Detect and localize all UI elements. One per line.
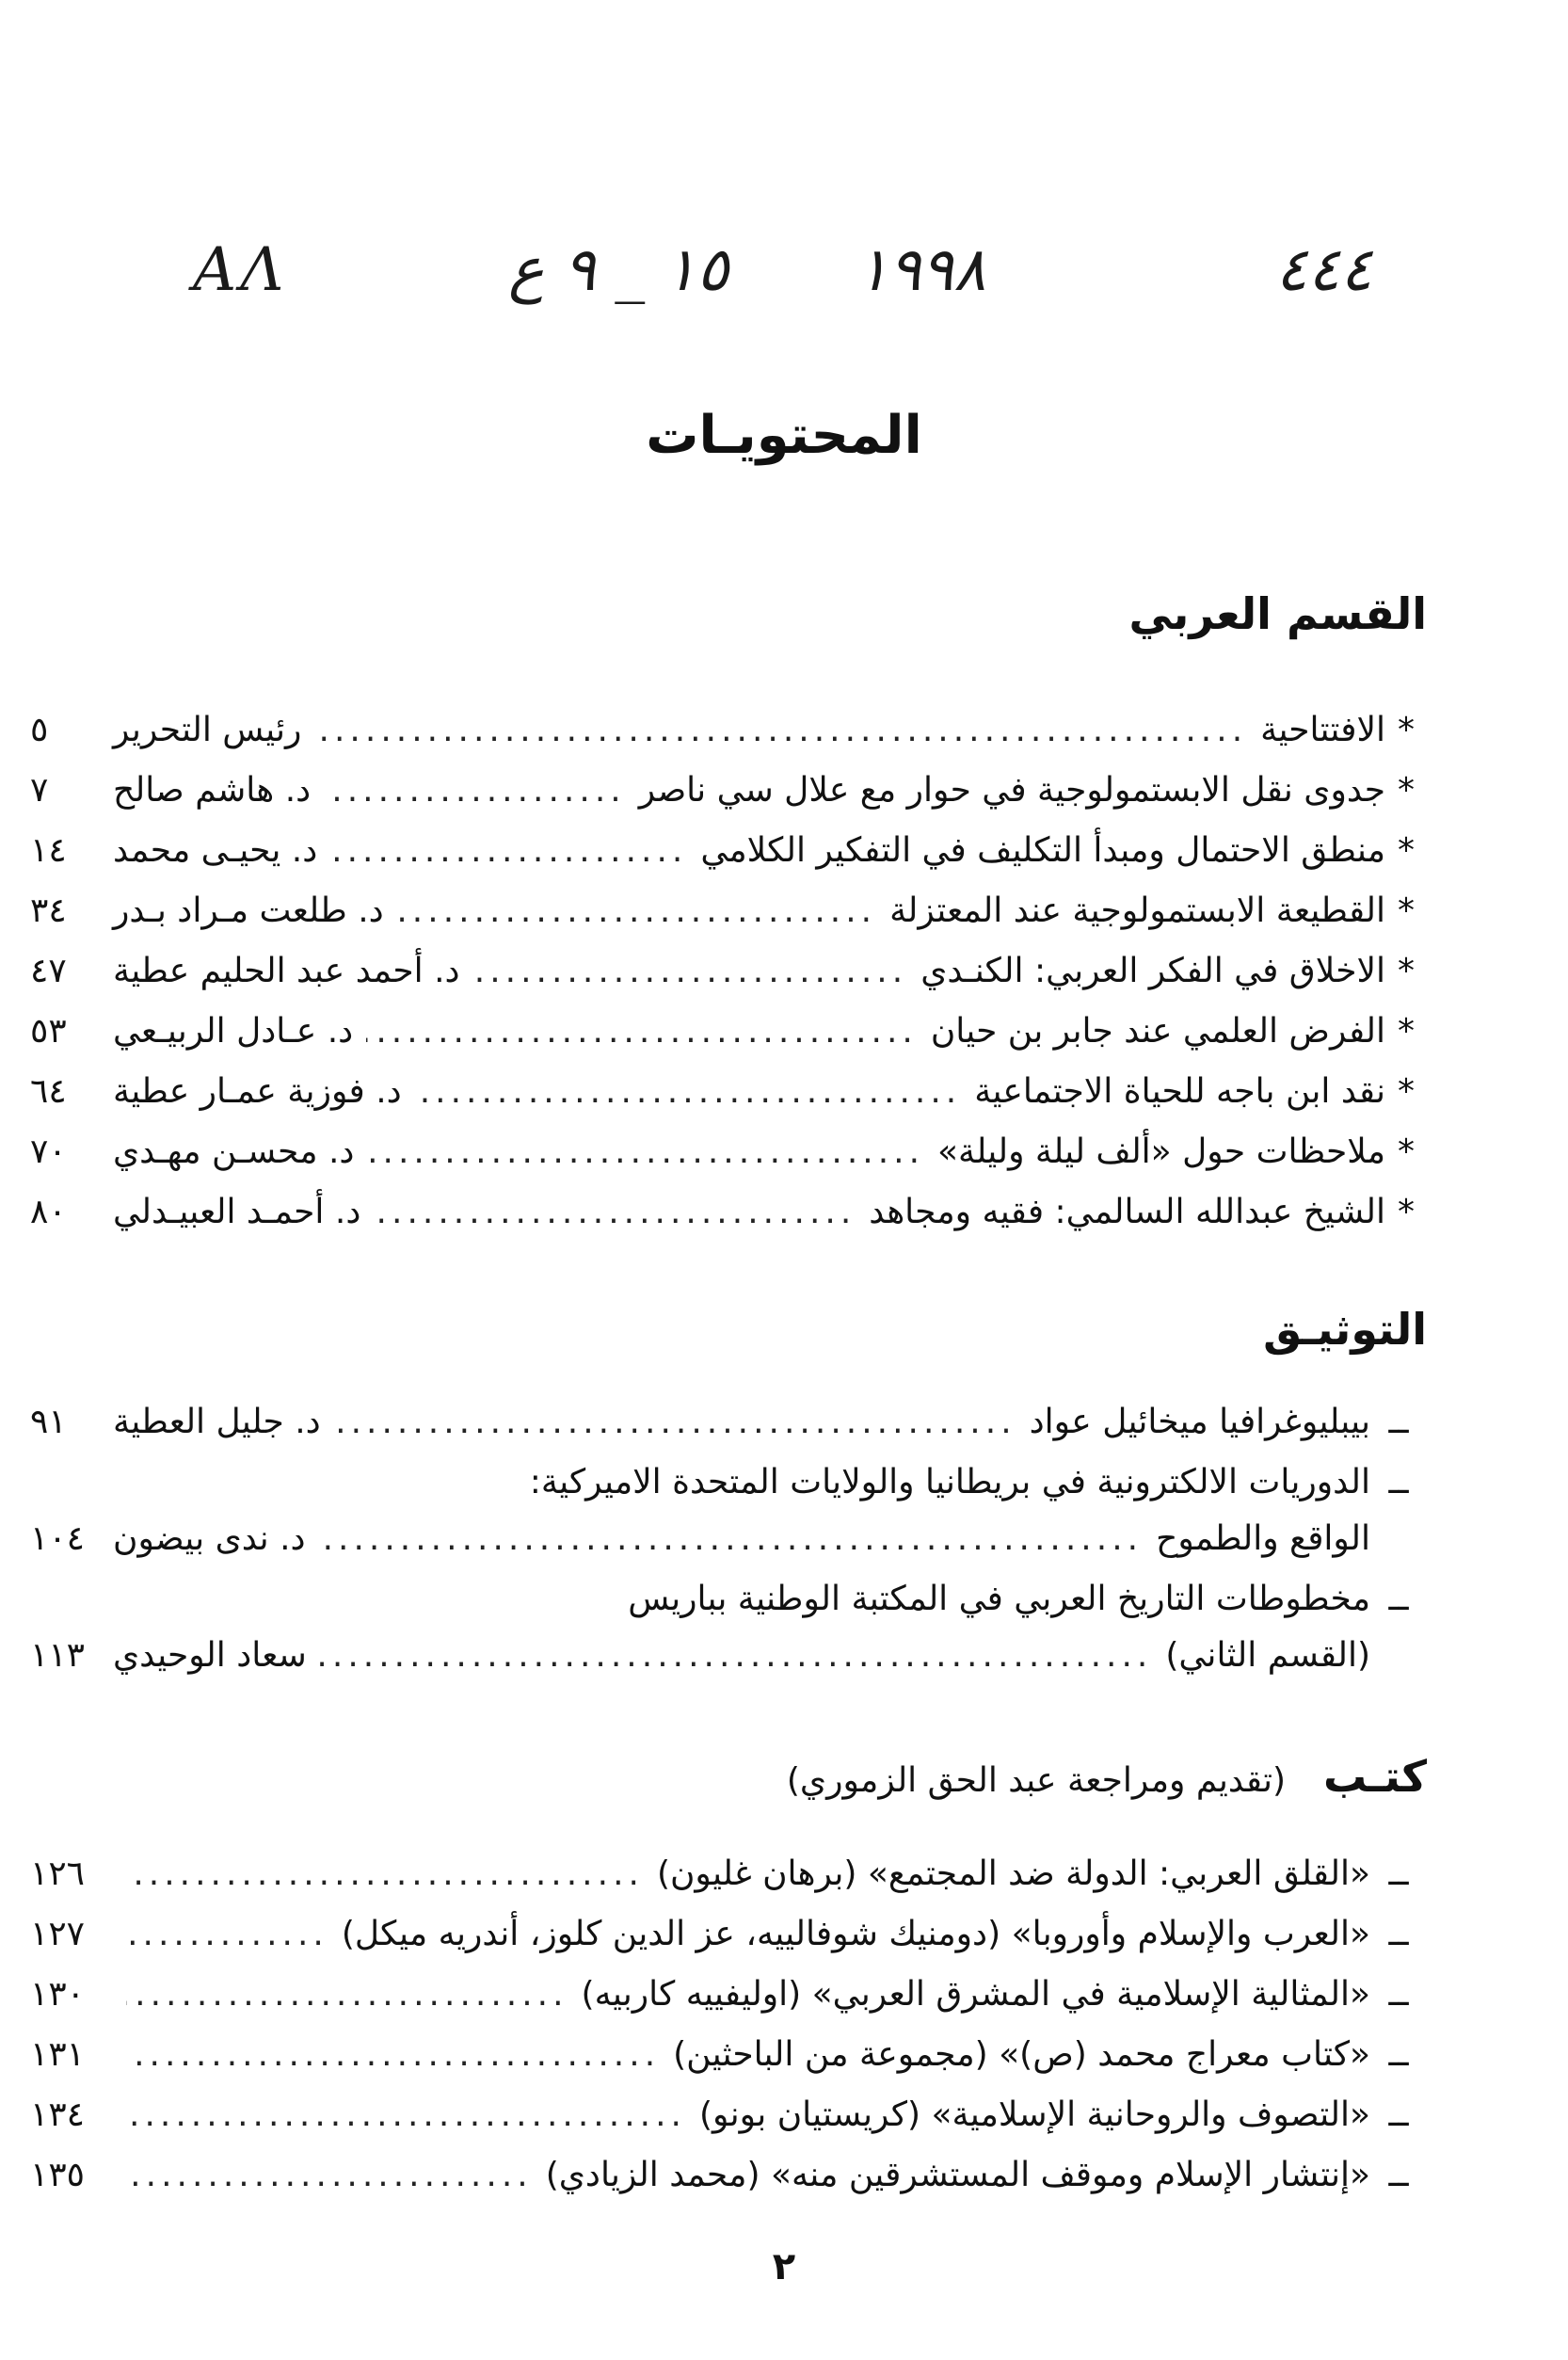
dot-leader [126, 2095, 686, 2134]
entry-title: الاخلاق في الفكر العربي: الكنـدي [920, 952, 1385, 990]
handwritten-mark: ΑΛ [193, 235, 288, 305]
entry-page-number: ١٣٤ [30, 2095, 86, 2134]
page-number: ٢ [772, 2245, 796, 2288]
bullet-marker: * [1398, 891, 1415, 930]
toc-entry[interactable] [26, 1915, 1427, 1975]
toc-entry[interactable] [26, 2156, 1427, 2216]
entry-author: د. هاشم صالح [113, 771, 312, 810]
toc-entry[interactable] [26, 771, 1427, 831]
entry-page-number: ١٣١ [30, 2035, 86, 2074]
entry-page-number: ١٣٠ [30, 1975, 86, 2014]
entry-page-number: ٣٤ [30, 891, 67, 930]
dot-leader [330, 831, 687, 870]
toc-entry[interactable] [26, 952, 1427, 1012]
entry-page-number: ١١٣ [30, 1636, 86, 1675]
entry-page-number: ١٣٥ [30, 2156, 86, 2194]
books-heading-label: كتـب [1323, 1751, 1427, 1802]
dot-leader [126, 2035, 660, 2074]
dot-leader [324, 771, 626, 810]
entry-title-continuation: (القسم الثاني) [1165, 1636, 1370, 1675]
entry-title-continuation: الواقع والطموح [1156, 1519, 1370, 1558]
bullet-marker: * [1398, 831, 1415, 870]
entry-title: مخطوطات التاريخ العربي في المكتبة الوطنية بباريس [628, 1580, 1370, 1618]
dot-leader [374, 1193, 856, 1231]
entry-author: د. ندى بيضون [113, 1519, 306, 1558]
toc-list-books [26, 1854, 1427, 2216]
dash-marker: ــ [1388, 1915, 1409, 1953]
toc-entry[interactable] [26, 2035, 1427, 2095]
entry-title: نقد ابن باجه للحياة الاجتماعية [974, 1072, 1385, 1111]
toc-entry[interactable] [26, 1580, 1427, 1636]
section-heading-arabic: القسم العربي [1128, 588, 1427, 639]
dash-marker: ــ [1388, 1975, 1409, 2014]
entry-page-number: ٥٣ [30, 1012, 67, 1051]
entry-title: الشيخ عبدالله السالمي: فقيه ومجاهد [869, 1193, 1385, 1231]
toc-entry[interactable] [26, 891, 1427, 952]
books-subheading: (تقديم ومراجعة عبد الحق الزموري) [786, 1761, 1287, 1800]
dot-leader [126, 2156, 533, 2194]
entry-author: د. جليل العطية [113, 1403, 321, 1441]
toc-entry[interactable] [26, 1072, 1427, 1132]
entry-page-number: ١٢٧ [30, 1915, 86, 1953]
toc-entry-continuation[interactable] [26, 1519, 1427, 1580]
entry-title: بيبليوغرافيا ميخائيل عواد [1029, 1403, 1370, 1441]
bullet-marker: * [1398, 1193, 1415, 1231]
toc-entry[interactable] [26, 1132, 1427, 1193]
section-heading-documentation: التوثيـق [1263, 1304, 1427, 1355]
dot-leader [334, 1403, 1016, 1441]
entry-title: ملاحظات حول «ألف ليلة وليلة» [937, 1132, 1385, 1171]
entry-page-number: ٤٧ [30, 952, 67, 990]
dot-leader [397, 891, 876, 930]
entry-page-number: ١٢٦ [30, 1854, 86, 1893]
dash-marker: ــ [1388, 1463, 1409, 1501]
dot-leader [319, 1519, 1143, 1558]
toc-entry-continuation[interactable] [26, 1636, 1427, 1696]
entry-author: د. يحيـى محمد [113, 831, 318, 870]
bullet-marker: * [1398, 952, 1415, 990]
dot-leader [473, 952, 908, 990]
entry-page-number: ٥ [30, 711, 49, 749]
entry-author: رئيس التحرير [113, 711, 302, 749]
entry-author: د. فوزية عمـار عطية [113, 1072, 402, 1111]
dash-marker: ــ [1388, 1854, 1409, 1893]
entry-author: سعاد الوحيدي [113, 1636, 307, 1675]
toc-entry[interactable] [26, 1193, 1427, 1253]
dot-leader [126, 1975, 568, 2014]
entry-author: د. طلعت مـراد بـدر [113, 891, 384, 930]
entry-title: «التصوف والروحانية الإسلامية» (كريستيان بونو) [698, 2095, 1370, 2134]
entry-author: د. محسـن مهـدي [113, 1132, 355, 1171]
toc-entry[interactable] [26, 1463, 1427, 1519]
dash-marker: ــ [1388, 1580, 1409, 1618]
section-heading-books [787, 1751, 1427, 1802]
entry-title: الفرض العلمي عند جابر بن حيان [930, 1012, 1385, 1051]
entry-page-number: ٧٠ [30, 1132, 67, 1171]
toc-list-arabic [26, 711, 1427, 1253]
bullet-marker: * [1398, 711, 1415, 749]
entry-title: الدوريات الالكترونية في بريطانيا والولايات المتحدة الاميركية: [529, 1463, 1370, 1501]
entry-page-number: ٦٤ [30, 1072, 67, 1111]
entry-title: «القلق العربي: الدولة ضد المجتمع» (برهان غليون) [656, 1854, 1370, 1893]
entry-title: «إنتشار الإسلام وموقف المستشرقين منه» (محمد الزيادي) [545, 2156, 1370, 2194]
bullet-marker: * [1398, 1132, 1415, 1171]
entry-title: منطق الاحتمال ومبدأ التكليف في التفكير الكلامي [700, 831, 1385, 870]
toc-entry[interactable] [26, 1012, 1427, 1072]
toc-entry[interactable] [26, 1403, 1427, 1463]
toc-entry[interactable] [26, 711, 1427, 771]
entry-title: «كتاب معراج محمد (ص)» (مجموعة من الباحثين) [673, 2035, 1370, 2074]
entry-page-number: ١٠٤ [30, 1519, 86, 1558]
entry-title: «المثالية الإسلامية في المشرق العربي» (اوليفييه كاربيه) [581, 1975, 1370, 2014]
dash-marker: ــ [1388, 2095, 1409, 2134]
handwritten-mark: ٤٤٤ [1275, 235, 1373, 305]
bullet-marker: * [1398, 771, 1415, 810]
entry-title: «العرب والإسلام وأوروبا» (دومنيك شوفالييه، عز الدين كلوز، أندريه ميكل) [341, 1915, 1370, 1953]
entry-title: القطيعة الابستمولوجية عند المعتزلة [889, 891, 1385, 930]
bullet-marker: * [1398, 1012, 1415, 1051]
toc-entry[interactable] [26, 1854, 1427, 1915]
toc-list-documentation [26, 1403, 1427, 1696]
toc-entry[interactable] [26, 1975, 1427, 2035]
dash-marker: ــ [1388, 1403, 1409, 1441]
handwritten-mark: ١٩٩٨ [856, 235, 986, 305]
dot-leader [320, 1636, 1153, 1675]
entry-page-number: ٩١ [30, 1403, 67, 1441]
entry-author: د. عـادل الربيـعي [113, 1012, 354, 1051]
toc-entry[interactable] [26, 831, 1427, 891]
dot-leader [126, 1915, 328, 1953]
bullet-marker: * [1398, 1072, 1415, 1111]
dash-marker: ــ [1388, 2035, 1409, 2074]
dot-leader [126, 1854, 644, 1893]
entry-author: د. أحمـد العبيـدلي [113, 1193, 361, 1231]
dot-leader [366, 1012, 918, 1051]
dot-leader [415, 1072, 962, 1111]
entry-author: د. أحمد عبد الحليم عطية [113, 952, 460, 990]
handwritten-mark: ١٥ _ ٩ ع [508, 235, 729, 305]
entry-page-number: ٧ [30, 771, 49, 810]
entry-title: جدوى نقل الابستمولوجية في حوار مع علال سي ناصر [638, 771, 1385, 810]
dot-leader [314, 711, 1247, 749]
entry-page-number: ٨٠ [30, 1193, 67, 1231]
page-title: المحتويـات [646, 405, 922, 466]
dash-marker: ــ [1388, 2156, 1409, 2194]
toc-entry[interactable] [26, 2095, 1427, 2156]
dot-leader [367, 1132, 924, 1171]
entry-title: الافتتاحية [1260, 711, 1385, 749]
entry-page-number: ١٤ [30, 831, 67, 870]
